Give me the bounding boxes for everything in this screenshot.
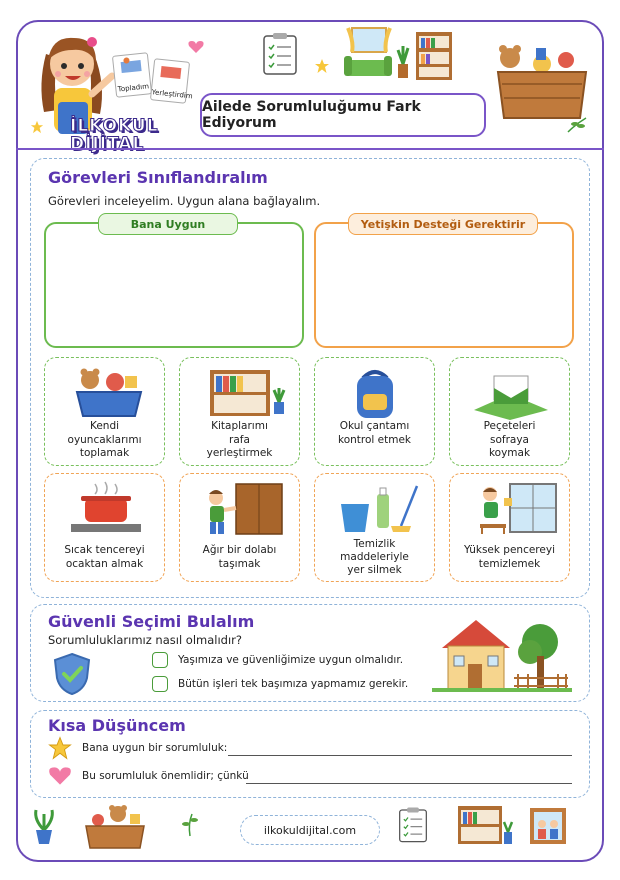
potted-plant-icon (30, 806, 58, 846)
task-card-text: Temizlik maddeleriyle yer silmek (340, 538, 409, 577)
task-card-text: Kendi oyuncaklarımı toplamak (67, 420, 142, 460)
clipboard-checklist-icon (398, 806, 428, 844)
living-room-illustration (342, 26, 412, 82)
house-illustration (432, 612, 572, 694)
section2-question: Sorumluluklarımız nasıl olmalıdır? (48, 633, 243, 647)
bookshelf-icon (190, 364, 291, 420)
suitable-for-me-dropzone[interactable] (44, 222, 304, 348)
toy-basket-icon (55, 364, 156, 420)
task-card-toys[interactable] (44, 357, 165, 466)
adult-support-dropzone[interactable] (314, 222, 574, 348)
flashcard-right-label: Yerleştirdim (151, 88, 194, 101)
star-icon (30, 120, 44, 134)
toy-box-icon (114, 53, 148, 76)
section2-title: Güvenli Seçimi Bulalım (48, 612, 255, 631)
option2-text: Bütün işleri tek başımıza yapmamız gerekir. (178, 678, 409, 690)
bookshelf-icon (456, 804, 514, 846)
section1-title: Görevleri Sınıflandıralım (48, 168, 268, 187)
logo-line1: İLKOKUL (70, 116, 159, 136)
section1-instruction: Görevleri inceleyelim. Uygun alana bağlayalım. (48, 194, 321, 208)
prompt1-label: Bana uygun bir sorumluluk: (82, 742, 228, 754)
adult-support-label: Yetişkin Desteği Gerektirir (348, 213, 538, 235)
toy-box-icon (82, 804, 148, 850)
section3-title: Kısa Düşüncem (48, 716, 186, 735)
task-card-text: Ağır bir dolabı taşımak (202, 544, 277, 570)
prompt2-label: Bu sorumluluk önemlidir; çünkü (82, 770, 249, 782)
option2-checkbox[interactable] (152, 676, 168, 692)
task-card-school-bag[interactable] (314, 357, 435, 466)
family-photo-frame-icon (528, 806, 568, 846)
shield-check-icon (52, 652, 92, 696)
heart-icon (188, 40, 204, 54)
napkin-holder-icon (460, 364, 561, 420)
task-card-wardrobe[interactable] (179, 473, 300, 582)
leaf-branch-icon (566, 116, 588, 134)
shelf-icon (154, 59, 188, 82)
task-card-books[interactable] (179, 357, 300, 466)
boy-pushing-wardrobe-icon (190, 480, 291, 536)
task-card-hot-pot[interactable] (44, 473, 165, 582)
task-card-napkins[interactable] (449, 357, 570, 466)
hot-pot-stove-icon (55, 480, 156, 536)
task-card-text: Sıcak tencereyi ocaktan almak (64, 544, 145, 570)
option1-text: Yaşımıza ve güvenliğimize uygun olmalıdır. (178, 654, 404, 666)
cleaning-bucket-mop-icon (325, 480, 426, 536)
bookshelf-icon (414, 30, 454, 82)
flashcard-yerlestirdim (150, 58, 194, 104)
option1-checkbox[interactable] (152, 652, 168, 668)
flashcard-topladim (112, 52, 152, 98)
task-card-text: Peçeteleri sofraya koymak (483, 420, 536, 460)
task-card-window[interactable] (449, 473, 570, 582)
heart-icon (48, 766, 72, 786)
footer-website: ilkokuldijital.com (240, 815, 380, 845)
task-card-text: Kitaplarımı rafa yerleştirmek (206, 420, 273, 460)
star-icon (48, 736, 72, 760)
answer1-line[interactable] (228, 755, 572, 756)
toy-box-illustration (492, 40, 592, 122)
task-card-mop[interactable] (314, 473, 435, 582)
answer2-line[interactable] (246, 783, 572, 784)
task-card-text: Yüksek pencereyi temizlemek (464, 544, 555, 570)
header-divider (16, 148, 604, 150)
task-card-text: Okul çantamı kontrol etmek (337, 420, 411, 446)
leaf-branch-icon (180, 812, 200, 838)
suitable-for-me-label: Bana Uygun (98, 213, 238, 235)
backpack-icon (325, 364, 426, 420)
star-icon (314, 58, 330, 74)
logo-line2: DİJİTAL (70, 134, 145, 154)
girl-cleaning-window-icon (460, 480, 561, 536)
clipboard-checklist-icon (262, 32, 298, 76)
flashcard-left-label: Topladım (117, 82, 150, 94)
page-title: Ailede Sorumluluğumu Fark Ediyorum (200, 93, 486, 137)
